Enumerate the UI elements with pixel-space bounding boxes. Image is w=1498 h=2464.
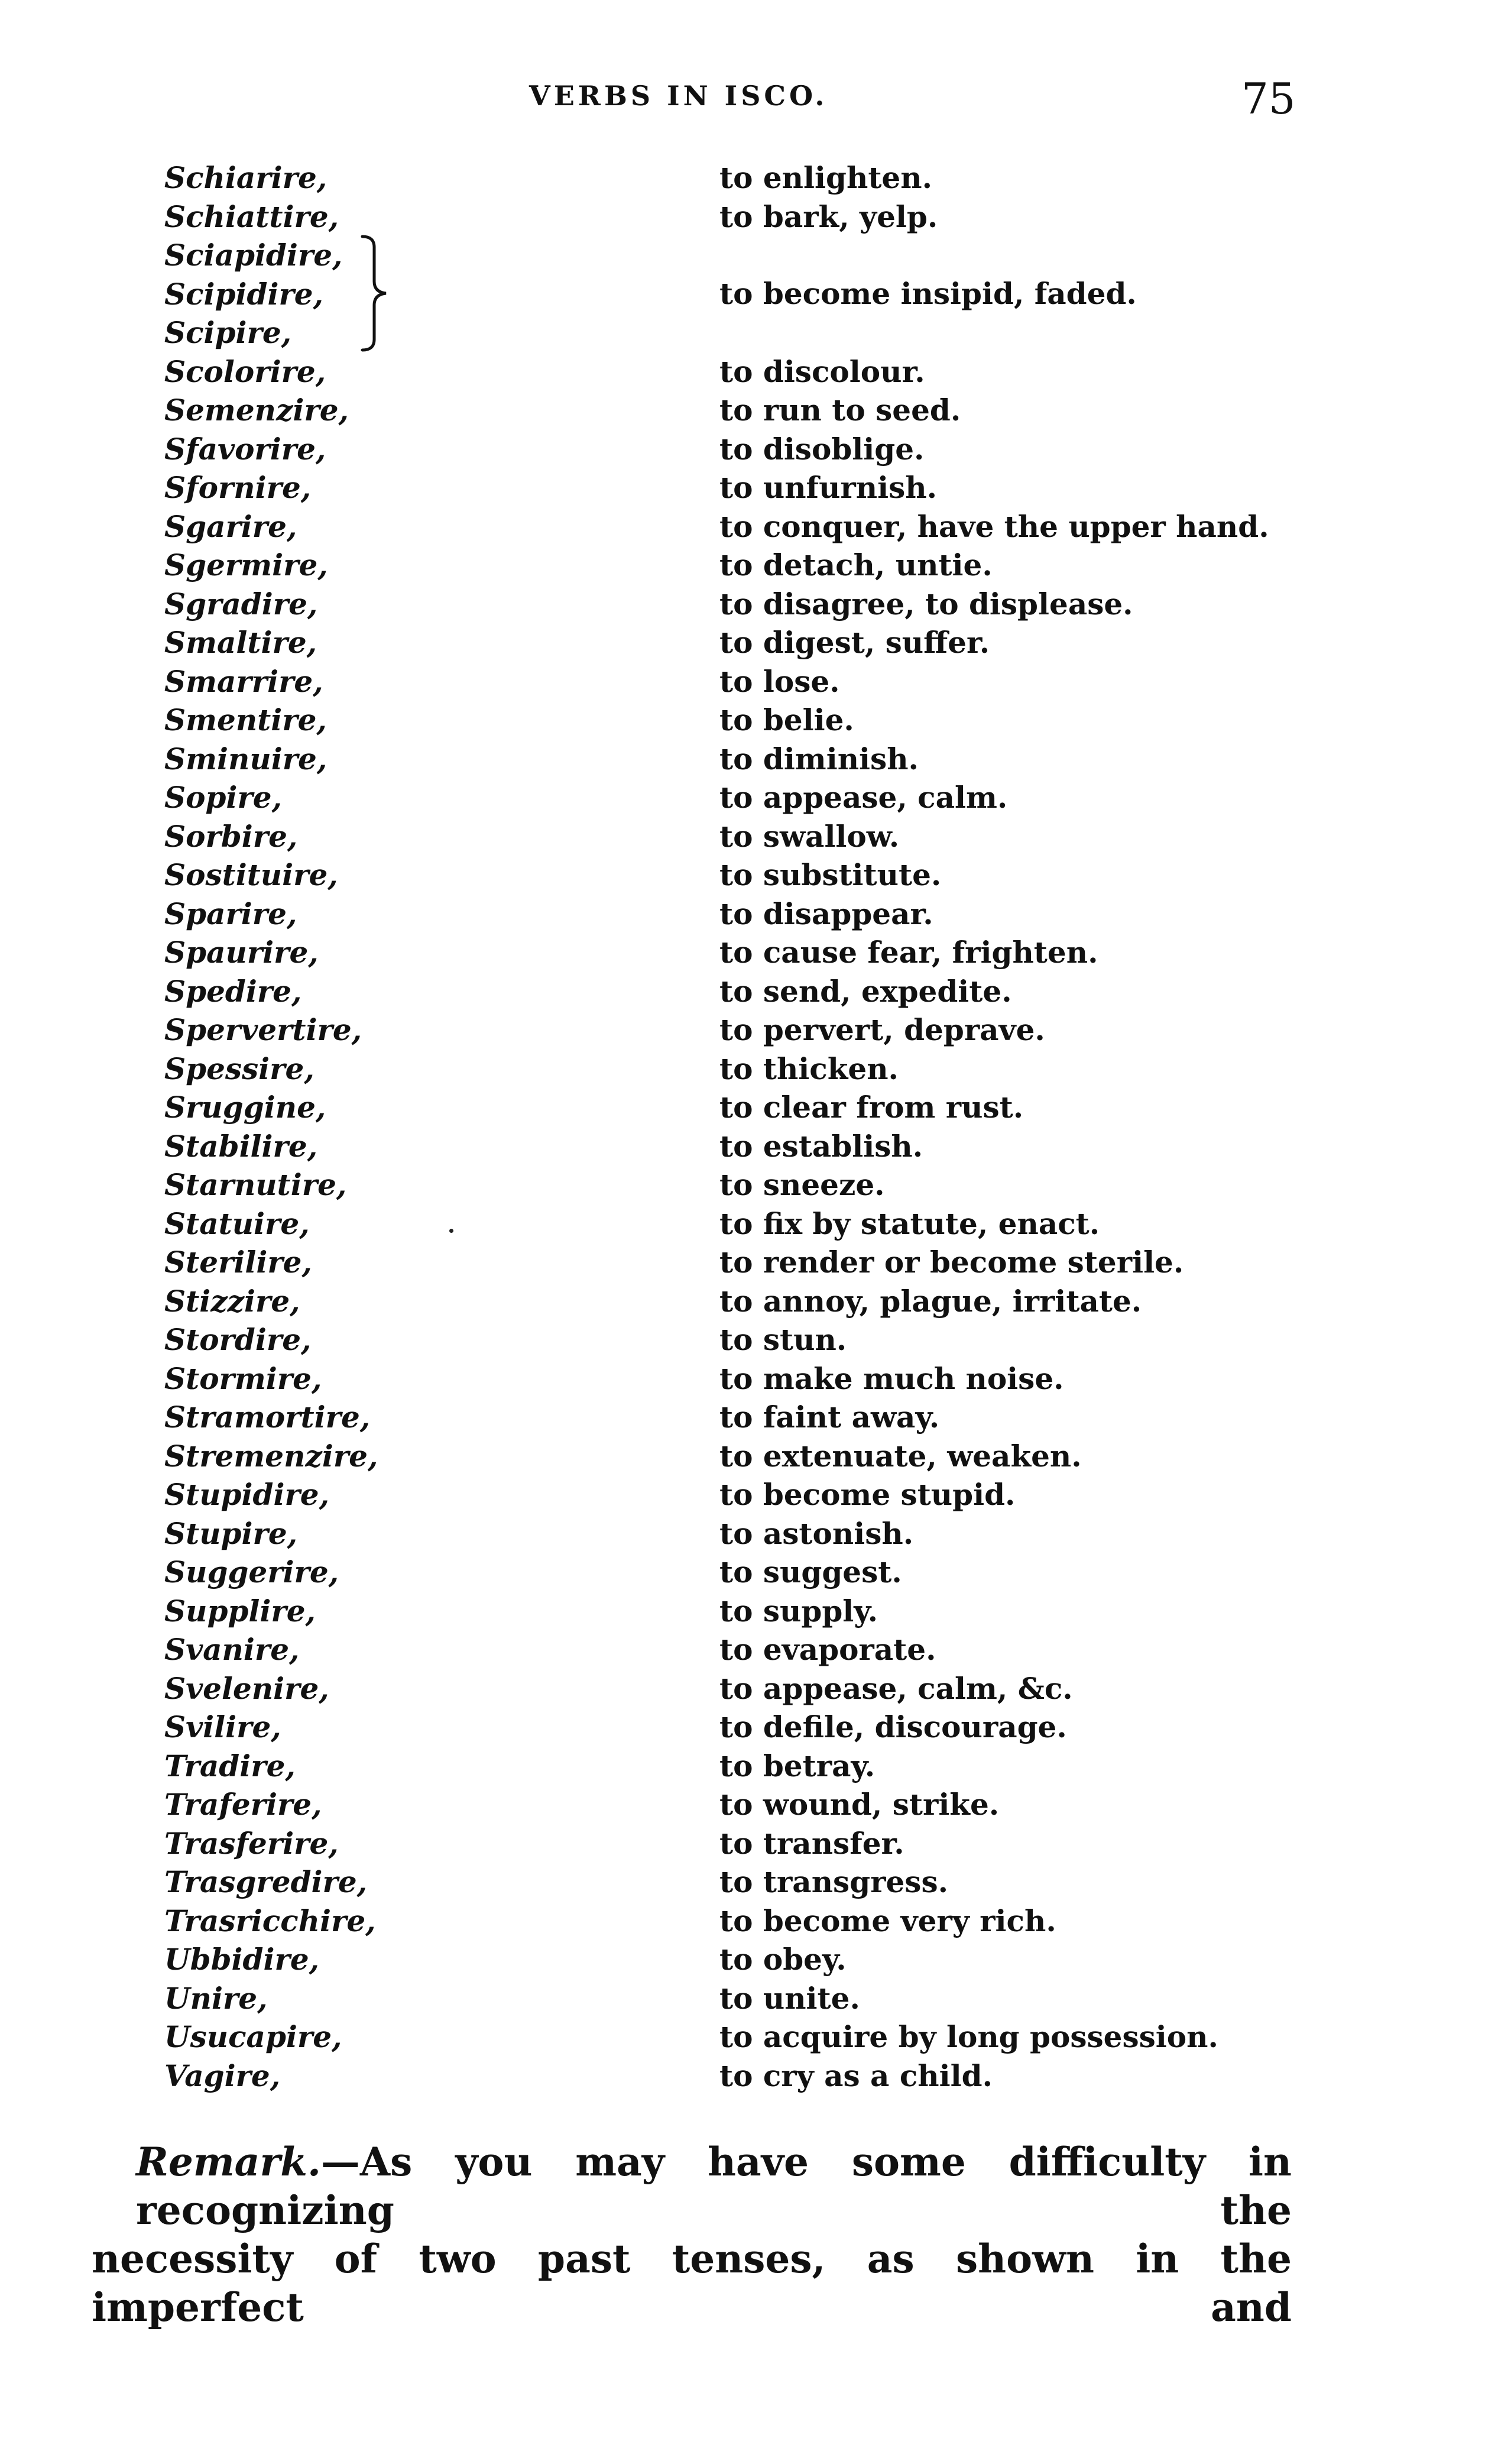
english-translation: to become very rich.: [719, 1903, 1056, 1938]
glossary-row: [0, 1088, 1498, 1127]
italian-verb: Unire,: [164, 1980, 268, 2016]
running-head: [0, 74, 1498, 127]
glossary-row: [0, 1747, 1498, 1786]
english-translation: to unite.: [719, 1980, 860, 2016]
english-translation: to discolour.: [719, 354, 925, 389]
glossary-row: [0, 1205, 1498, 1244]
italian-verb: Stramortire,: [164, 1400, 371, 1435]
glossary-row: [0, 197, 1498, 237]
english-translation: to obey.: [719, 1942, 847, 1977]
english-translation: to render or become sterile.: [719, 1245, 1184, 1280]
italian-verb: Stremenzire,: [164, 1438, 378, 1474]
italian-verb: Sfavorire,: [164, 431, 326, 467]
italian-verb: Smentire,: [164, 702, 327, 737]
english-translation: to transfer.: [719, 1825, 904, 1861]
glossary-row: [0, 1437, 1498, 1476]
italian-verb: Stupidire,: [164, 1477, 330, 1512]
italian-verb: Sgarire,: [164, 509, 297, 544]
english-translation: to fix by statute, enact.: [719, 1206, 1100, 1241]
english-translation: to digest, suffer.: [719, 625, 990, 660]
english-translation: to bark, yelp.: [719, 199, 938, 234]
glossary-row: [0, 817, 1498, 856]
glossary-row: [0, 895, 1498, 934]
english-translation: to disoblige.: [719, 431, 925, 467]
english-translation: to annoy, plague, irritate.: [719, 1283, 1142, 1319]
italian-verb: Stormire,: [164, 1361, 322, 1396]
italian-verb: Smarrire,: [164, 663, 323, 699]
glossary-row: [0, 623, 1498, 662]
ink-speck: [449, 1229, 453, 1233]
italian-verb: Stabilire,: [164, 1128, 318, 1164]
english-translation: to thicken.: [719, 1051, 899, 1086]
glossary-row: [0, 1669, 1498, 1708]
glossary-row: [0, 430, 1498, 469]
italian-verb: Spessire,: [164, 1051, 314, 1086]
glossary-row: [0, 1979, 1498, 2018]
glossary-row: [0, 2018, 1498, 2057]
glossary-row: [0, 1011, 1498, 1050]
italian-verb: Sfornire,: [164, 470, 312, 505]
glossary-row: [0, 933, 1498, 972]
english-translation: to make much noise.: [719, 1361, 1064, 1396]
italian-verb: Vagire,: [164, 2058, 281, 2093]
italian-verb: Svilire,: [164, 1709, 281, 1744]
glossary-row: [0, 778, 1498, 817]
italian-verb: Sciapidire,: [164, 238, 343, 273]
english-translation: to detach, untie.: [719, 548, 993, 582]
english-translation: to swallow.: [719, 818, 900, 854]
italian-verb: Spervertire,: [164, 1012, 362, 1047]
italian-verb: Stizzire,: [164, 1283, 300, 1319]
glossary-row: [0, 1320, 1498, 1359]
italian-verb: Usucapire,: [164, 2019, 342, 2054]
italian-verb: Spaurire,: [164, 935, 319, 970]
english-translation: to diminish.: [719, 741, 919, 776]
italian-verb: Sostituire,: [164, 857, 338, 892]
italian-verb: Sgermire,: [164, 548, 328, 582]
english-translation: to belie.: [719, 702, 854, 737]
english-translation: to supply.: [719, 1593, 878, 1628]
english-translation: to disagree, to displease.: [719, 586, 1133, 621]
english-translation: to become stupid.: [719, 1477, 1016, 1512]
english-translation: to defile, discourage.: [719, 1709, 1067, 1744]
remark-line-1-text: —As you may have some difficulty in recognizing the: [136, 2139, 1292, 2233]
italian-verb: Ubbidire,: [164, 1942, 320, 1977]
english-translation: to clear from rust.: [719, 1090, 1024, 1125]
english-translation: to pervert, deprave.: [719, 1012, 1045, 1047]
glossary-row: [0, 740, 1498, 779]
glossary-row: [0, 1940, 1498, 1979]
glossary-row: [0, 1127, 1498, 1166]
glossary-row: [0, 1708, 1498, 1747]
page-number: 75: [1241, 74, 1296, 124]
english-translation: to unfurnish.: [719, 470, 938, 505]
glossary-row: [0, 1359, 1498, 1398]
english-translation: to faint away.: [719, 1400, 940, 1435]
english-translation: to wound, strike.: [719, 1787, 1000, 1822]
glossary-row: [0, 1553, 1498, 1592]
italian-verb: Schiarire,: [164, 160, 328, 195]
glossary-row: [0, 1243, 1498, 1282]
glossary-row: [0, 1514, 1498, 1553]
glossary-row: [0, 856, 1498, 895]
glossary-row: [0, 1630, 1498, 1669]
glossary-row: [0, 507, 1498, 546]
glossary-row: [0, 1050, 1498, 1089]
italian-verb: Spedire,: [164, 973, 302, 1009]
italian-verb: Scipire,: [164, 315, 292, 350]
glossary-row: [0, 391, 1498, 430]
glossary-row: [0, 662, 1498, 701]
english-translation: to extenuate, weaken.: [719, 1438, 1082, 1474]
english-translation: to run to seed.: [719, 393, 961, 428]
italian-verb: Scipidire,: [164, 276, 324, 312]
italian-verb: Starnutire,: [164, 1167, 347, 1202]
italian-verb: Svelenire,: [164, 1670, 329, 1706]
english-translation: to lose.: [719, 663, 840, 699]
italian-verb: Suggerire,: [164, 1555, 339, 1589]
italian-verb: Trasricchire,: [164, 1903, 376, 1938]
glossary-row: [0, 1475, 1498, 1514]
glossary-row: [0, 701, 1498, 740]
glossary-row: [0, 546, 1498, 585]
italian-verb: Sruggine,: [164, 1090, 326, 1125]
remark-line-2: necessity of two past tenses, as shown in the imperfect and: [92, 2236, 1292, 2330]
italian-verb: Sopire,: [164, 780, 282, 815]
english-translation: to appease, calm.: [719, 780, 1008, 815]
english-translation: to send, expedite.: [719, 973, 1012, 1009]
grouping-brace-icon: [358, 234, 393, 352]
grouped-translation: to become insipid, faded.: [719, 276, 1137, 311]
glossary-row: [0, 1282, 1498, 1321]
english-translation: to stun.: [719, 1322, 847, 1357]
english-translation: to disappear.: [719, 896, 933, 931]
italian-verb: Supplire,: [164, 1593, 316, 1628]
glossary-row: [0, 236, 1498, 275]
english-translation: to cause fear, frighten.: [719, 935, 1098, 970]
english-translation: to establish.: [719, 1128, 923, 1164]
glossary-row: [0, 1398, 1498, 1437]
english-translation: to enlighten.: [719, 160, 932, 195]
running-title: VERBS IN ISCO.: [529, 80, 828, 112]
glossary-row: [0, 972, 1498, 1011]
remark-line-1: [92, 2138, 1292, 2235]
italian-verb: Statuire,: [164, 1206, 310, 1241]
remark-paragraph: [92, 2138, 1292, 2332]
glossary-row: [0, 158, 1498, 197]
glossary-row: [0, 1824, 1498, 1863]
glossary-row: [0, 1785, 1498, 1824]
english-translation: to betray.: [719, 1748, 876, 1783]
verb-glossary: [0, 158, 1498, 2095]
italian-verb: Svanire,: [164, 1632, 300, 1667]
glossary-row: [0, 352, 1498, 391]
italian-verb: Trasferire,: [164, 1825, 339, 1861]
glossary-row: [0, 1902, 1498, 1941]
italian-verb: Scolorire,: [164, 354, 326, 389]
english-translation: to sneeze.: [719, 1167, 885, 1202]
italian-verb: Stordire,: [164, 1322, 312, 1357]
italian-verb: Sminuire,: [164, 741, 328, 776]
italian-verb: Sorbire,: [164, 818, 298, 854]
english-translation: to substitute.: [719, 857, 942, 892]
italian-verb: Stupire,: [164, 1516, 298, 1551]
remark-lead: Remark.: [136, 2139, 321, 2185]
italian-verb: Tradire,: [164, 1748, 296, 1783]
english-translation: to suggest.: [719, 1555, 902, 1589]
italian-verb: Sgradire,: [164, 586, 318, 621]
italian-verb: Sterilire,: [164, 1245, 312, 1280]
english-translation: to transgress.: [719, 1864, 949, 1899]
glossary-row: [0, 468, 1498, 507]
italian-verb: Sparire,: [164, 896, 297, 931]
glossary-row: [0, 2057, 1498, 2096]
glossary-row: [0, 585, 1498, 624]
glossary-row: [0, 1592, 1498, 1631]
italian-verb: Trasgredire,: [164, 1864, 368, 1899]
italian-verb: Schiattire,: [164, 199, 339, 234]
italian-verb: Smaltire,: [164, 625, 317, 660]
glossary-row: [0, 1863, 1498, 1902]
english-translation: to appease, calm, &c.: [719, 1670, 1073, 1706]
english-translation: to acquire by long possession.: [719, 2019, 1218, 2054]
glossary-row: [0, 1165, 1498, 1205]
english-translation: to conquer, have the upper hand.: [719, 509, 1269, 544]
english-translation: to cry as a child.: [719, 2058, 993, 2093]
english-translation: to astonish.: [719, 1516, 914, 1551]
glossary-row: [0, 313, 1498, 352]
italian-verb: Semenzire,: [164, 393, 349, 428]
english-translation: to evaporate.: [719, 1632, 936, 1667]
italian-verb: Traferire,: [164, 1787, 322, 1822]
